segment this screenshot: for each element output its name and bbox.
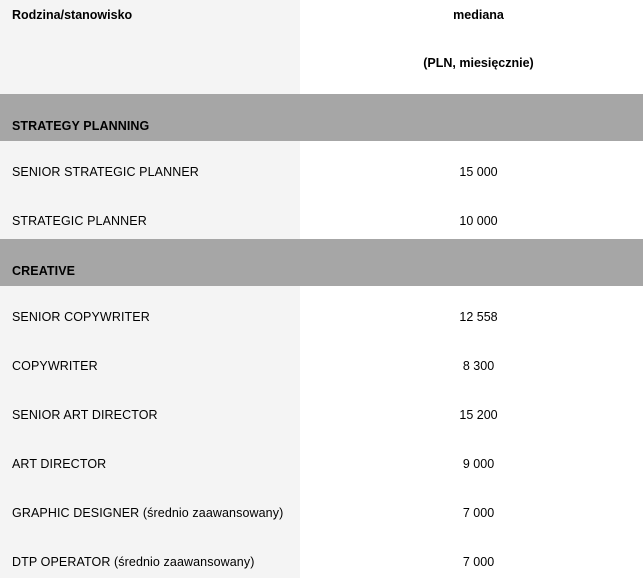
table-row xyxy=(0,531,643,578)
position-label: ART DIRECTOR xyxy=(12,457,107,471)
median-value: 7 000 xyxy=(462,506,495,520)
table-header xyxy=(0,0,643,94)
median-value: 9 000 xyxy=(462,457,495,471)
median-value: 15 200 xyxy=(459,408,498,422)
table-row xyxy=(0,286,643,335)
table-row xyxy=(0,335,643,384)
section-header-strategy-planning xyxy=(0,94,643,141)
position-label: DTP OPERATOR (średnio zaawansowany) xyxy=(12,555,255,569)
column-header-position: Rodzina/stanowisko xyxy=(12,8,133,22)
position-label: GRAPHIC DESIGNER (średnio zaawansowany) xyxy=(12,506,284,520)
column-header-unit: (PLN, miesięcznie) xyxy=(423,56,534,70)
column-header-median: mediana xyxy=(453,8,504,22)
position-label: SENIOR COPYWRITER xyxy=(12,310,150,324)
median-value: 10 000 xyxy=(459,214,498,228)
median-value: 12 558 xyxy=(459,310,498,324)
table-row xyxy=(0,141,643,190)
position-label: COPYWRITER xyxy=(12,359,98,373)
table-row xyxy=(0,190,643,239)
position-label: SENIOR STRATEGIC PLANNER xyxy=(12,165,199,179)
section-header-creative xyxy=(0,239,643,286)
section-title: CREATIVE xyxy=(12,264,76,278)
position-label: STRATEGIC PLANNER xyxy=(12,214,147,228)
median-value: 7 000 xyxy=(462,555,495,569)
table-row xyxy=(0,482,643,531)
median-value: 15 000 xyxy=(459,165,498,179)
table-row xyxy=(0,433,643,482)
position-label: SENIOR ART DIRECTOR xyxy=(12,408,158,422)
median-value: 8 300 xyxy=(462,359,495,373)
section-title: STRATEGY PLANNING xyxy=(12,119,150,133)
table-row xyxy=(0,384,643,433)
